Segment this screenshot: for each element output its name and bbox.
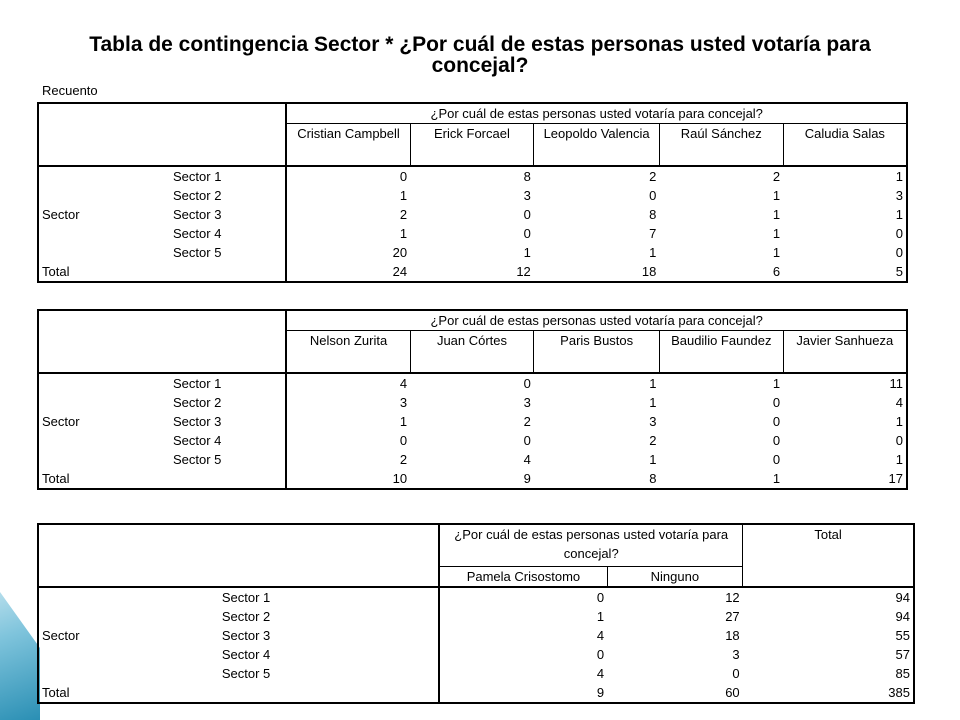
cell: 4 [596,627,605,643]
row-label: Sector 1 [160,166,287,186]
cell: 1 [895,168,903,184]
cell: 0 [895,432,903,448]
cell: 0 [772,432,781,448]
col-header: Erick Forcael [410,124,534,166]
cell: 0 [523,206,531,222]
total-cell: 24 [392,263,408,279]
corner-cell [38,524,439,587]
cell: 1 [399,187,408,203]
cell: 4 [523,451,531,467]
total-cell: 10 [392,470,408,486]
cell: 94 [895,608,910,624]
cell: 0 [772,451,781,467]
cell: 85 [895,665,910,681]
cell: 57 [895,646,910,662]
cell: 11 [889,375,903,391]
col-header: Baudilio Faundez [660,331,784,373]
row-label: Sector 3 [159,412,286,431]
total-cell: 385 [888,684,910,700]
total-header: Total [743,524,914,587]
sector-label [38,373,159,469]
total-label: Total [38,262,286,282]
cell: 1 [649,375,657,391]
cell: 1 [399,413,408,429]
total-row [38,469,907,489]
table-row [38,243,907,262]
table-row [38,393,907,412]
cell: 0 [772,394,781,410]
cell: 20 [392,244,408,260]
cell: 1 [523,244,531,260]
table-body [38,587,914,703]
cell: 2 [523,413,531,429]
col-header: Ninguno [607,566,743,587]
row-label: Sector 5 [168,664,440,683]
cell: 2 [772,168,781,184]
cell: 0 [596,589,605,605]
cell: 0 [523,432,531,448]
cell: 4 [895,394,903,410]
row-label: Sector 3 [160,205,287,224]
decorative-accent [0,560,40,720]
sector-text: Sector [42,413,80,429]
cell: 8 [523,168,531,184]
row-label: Sector 4 [159,431,286,450]
cell: 3 [732,646,740,662]
contingency-table-1 [37,102,908,283]
page-title: Tabla de contingencia Sector * ¿Por cuál de estas personas usted votaría para concejal? [89,33,871,77]
corner-cell [38,310,286,373]
cell: 1 [772,244,781,260]
table-row [38,626,914,645]
row-label: Sector 2 [168,607,440,626]
question-header: ¿Por cuál de estas personas usted votaría para concejal? [286,103,907,124]
col-header: Raúl Sánchez [659,124,783,166]
cell: 3 [523,394,531,410]
cell: 1 [649,451,657,467]
table-row [38,166,907,186]
total-label: Total [38,683,439,703]
col-header: Cristian Campbell [286,124,410,166]
cell: 0 [523,225,531,241]
col-header: Juan Córtes [410,331,534,373]
question-header: ¿Por cuál de estas personas usted votaría para concejal? [286,310,907,331]
contingency-table-2 [37,309,908,490]
total-cell: 9 [523,470,531,486]
cell: 1 [895,413,903,429]
cell: 2 [399,451,408,467]
cell: 3 [895,187,903,203]
table-row [38,450,907,469]
cell: 1 [772,187,781,203]
table-row [38,645,914,664]
question-header: ¿Por cuál de estas personas usted votaría para concejal? [439,524,742,566]
recuento-label: Recuento [42,83,98,98]
cell: 94 [895,589,910,605]
total-cell: 18 [641,263,657,279]
row-label: Sector 1 [168,587,440,607]
cell: 2 [649,168,657,184]
col-header: Nelson Zurita [286,331,410,373]
cell: 0 [895,244,903,260]
sector-text: Sector [42,206,80,222]
total-cell: 5 [895,263,903,279]
cell: 18 [725,627,740,643]
table-row [38,373,907,393]
table-row [38,224,907,243]
col-header: Pamela Crisostomo [439,566,607,587]
cell: 2 [399,206,408,222]
row-label: Sector 5 [159,450,286,469]
cell: 1 [895,451,903,467]
row-label: Sector 2 [159,393,286,412]
cell: 1 [399,225,408,241]
total-row [38,262,907,282]
total-cell: 1 [772,470,781,486]
cell: 0 [649,187,657,203]
total-cell: 12 [516,263,531,279]
cell: 0 [523,375,531,391]
row-label: Sector 4 [160,224,287,243]
table-body [38,166,907,282]
cell: 3 [399,394,408,410]
cell: 1 [649,244,657,260]
table-row [38,607,914,626]
total-cell: 17 [888,470,903,486]
cell: 1 [895,206,903,222]
cell: 1 [772,206,781,222]
cell: 7 [649,225,657,241]
cell: 4 [596,665,605,681]
cell: 8 [649,206,657,222]
row-label: Sector 1 [159,373,286,393]
total-cell: 9 [596,684,605,700]
col-header: Javier Sanhueza [783,331,907,373]
total-label: Total [38,469,286,489]
cell: 0 [732,665,740,681]
cell: 0 [596,646,605,662]
cell: 0 [399,168,408,184]
cell: 3 [523,187,531,203]
corner-cell [38,103,286,166]
table-row [38,431,907,450]
row-label: Sector 2 [160,186,287,205]
total-cell: 60 [725,684,740,700]
table-row [38,587,914,607]
col-header: Caludia Salas [783,124,907,166]
cell: 1 [649,394,657,410]
cell: 1 [596,608,605,624]
cell: 12 [725,589,740,605]
total-cell: 6 [772,263,781,279]
cell: 1 [772,225,781,241]
sector-label [38,166,160,262]
row-label: Sector 5 [160,243,287,262]
cell: 3 [649,413,657,429]
cell: 55 [895,627,910,643]
cell: 2 [649,432,657,448]
table-row [38,186,907,205]
total-cell: 8 [649,470,657,486]
cell: 27 [725,608,740,624]
sector-text: Sector [42,627,80,643]
col-header: Leopoldo Valencia [534,124,660,166]
cell: 0 [895,225,903,241]
table-row [38,205,907,224]
cell: 0 [772,413,781,429]
table-body [38,373,907,489]
row-label: Sector 4 [168,645,440,664]
col-header: Paris Bustos [534,331,660,373]
contingency-table-3 [37,523,915,704]
table-row [38,664,914,683]
sector-label [38,587,168,683]
cell: 1 [772,375,781,391]
cell: 0 [399,432,408,448]
total-row [38,683,914,703]
table-row [38,412,907,431]
cell: 4 [399,375,408,391]
row-label: Sector 3 [168,626,440,645]
